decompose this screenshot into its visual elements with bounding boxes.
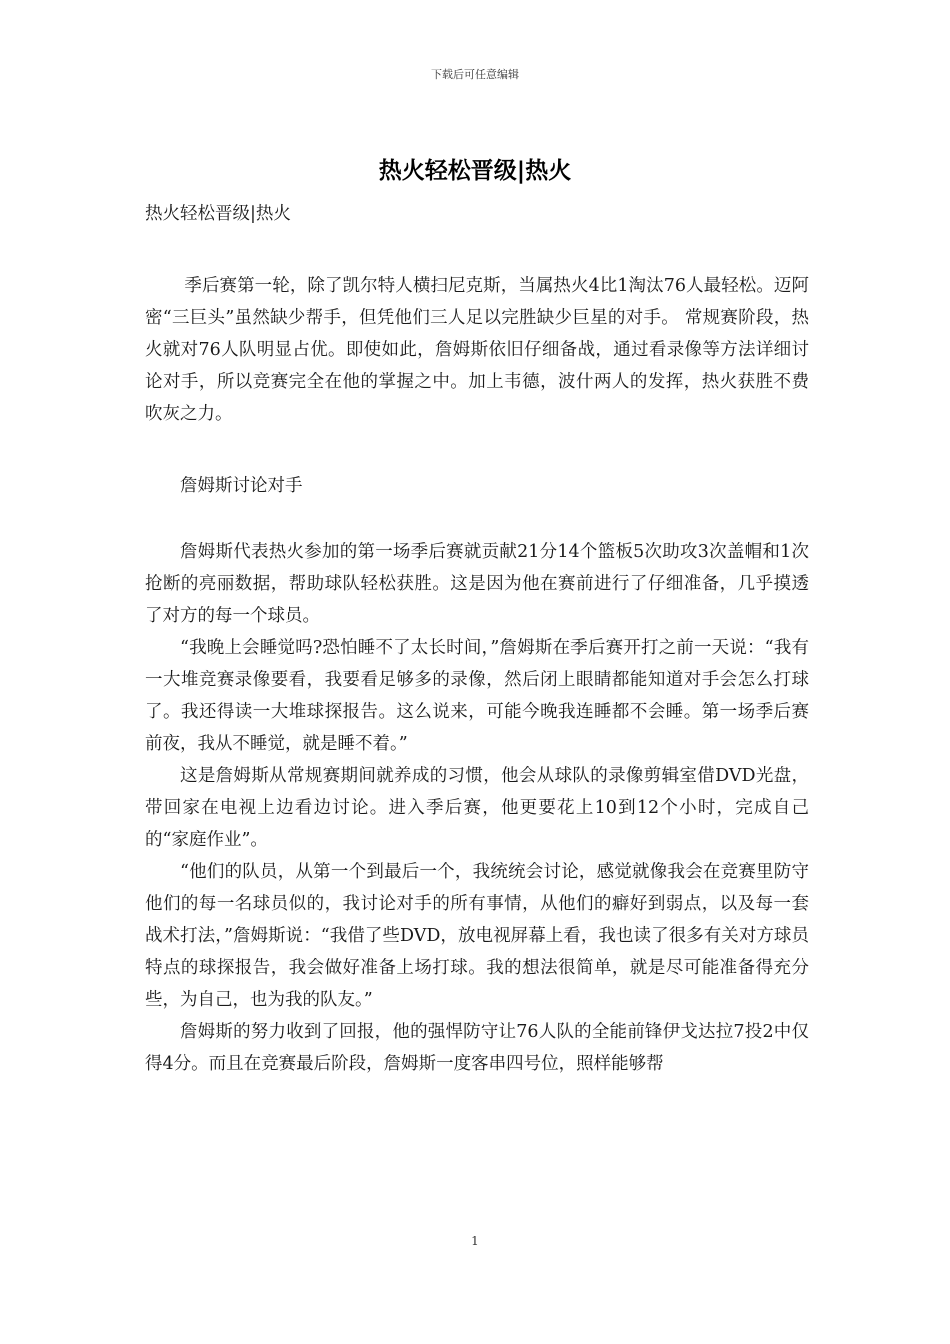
document-body [145,198,809,1080]
paragraph-result: 詹姆斯的努力收到了回报，他的强悍防守让76人队的全能前锋伊戈达拉7投2中仅得4分。而且在竞赛最后阶段，詹姆斯一度客串四号位，照样能够帮 [145,1022,809,1074]
document-title: 热火轻松晋级|热火 [378,158,572,184]
paragraph-habit: 这是詹姆斯从常规赛期间就养成的习惯，他会从球队的录像剪辑室借DVD光盘，带回家在电视上边看边讨论。进入季后赛，他更要花上10到12个小时，完成自己的“家庭作业”。 [145,766,809,850]
section-heading: 詹姆斯讨论对手 [180,476,303,496]
paragraph-intro: 季后赛第一轮，除了凯尔特人横扫尼克斯，当属热火4比1淘汰76人最轻松。迈阿密“三巨头”虽然缺少帮手，但凭他们三人足以完胜缺少巨星的对手。 常规赛阶段，热火就对76人队明显占优。即使如此，詹姆斯依旧仔细备战，通过看录像等方法详细讨论对手，所以竞赛完全在他的掌握之中。加上韦德，波什两人的发挥，热火获胜不费吹灰之力。 [145,276,809,424]
paragraph-stats: 詹姆斯代表热火参加的第一场季后赛就贡献21分14个篮板5次助攻3次盖帽和1次抢断的亮丽数据，帮助球队轻松获胜。这是因为他在赛前进行了仔细准备，几乎摸透了对方的每一个球员。 [145,542,809,626]
page-number: 1 [471,1234,479,1248]
paragraph-quote-study: “他们的队员，从第一个到最后一个，我统统会讨论，感觉就像我会在竞赛里防守他们的每一名球员似的，我讨论对手的所有事情，从他们的癖好到弱点，以及每一套战术打法，”詹姆斯说：“我借了些DVD，放电视屏幕上看，我也读了很多有关对方球员特点的球探报告，我会做好准备上场打球。我的想法很简单，就是尽可能准备得充分些，为自己，也为我的队友。” [145,862,809,1010]
page-header: 下载后可任意编辑 [431,68,519,81]
document-subtitle: 热火轻松晋级|热火 [145,204,291,224]
paragraph-quote-sleep: “我晚上会睡觉吗?恐怕睡不了太长时间，”詹姆斯在季后赛开打之前一天说：“我有一大堆竞赛录像要看，我要看足够多的录像，然后闭上眼睛都能知道对手会怎么打球了。我还得读一大堆球探报告。这么说来，可能今晚我连睡都不会睡。第一场季后赛前夜，我从不睡觉，就是睡不着。” [145,638,809,754]
